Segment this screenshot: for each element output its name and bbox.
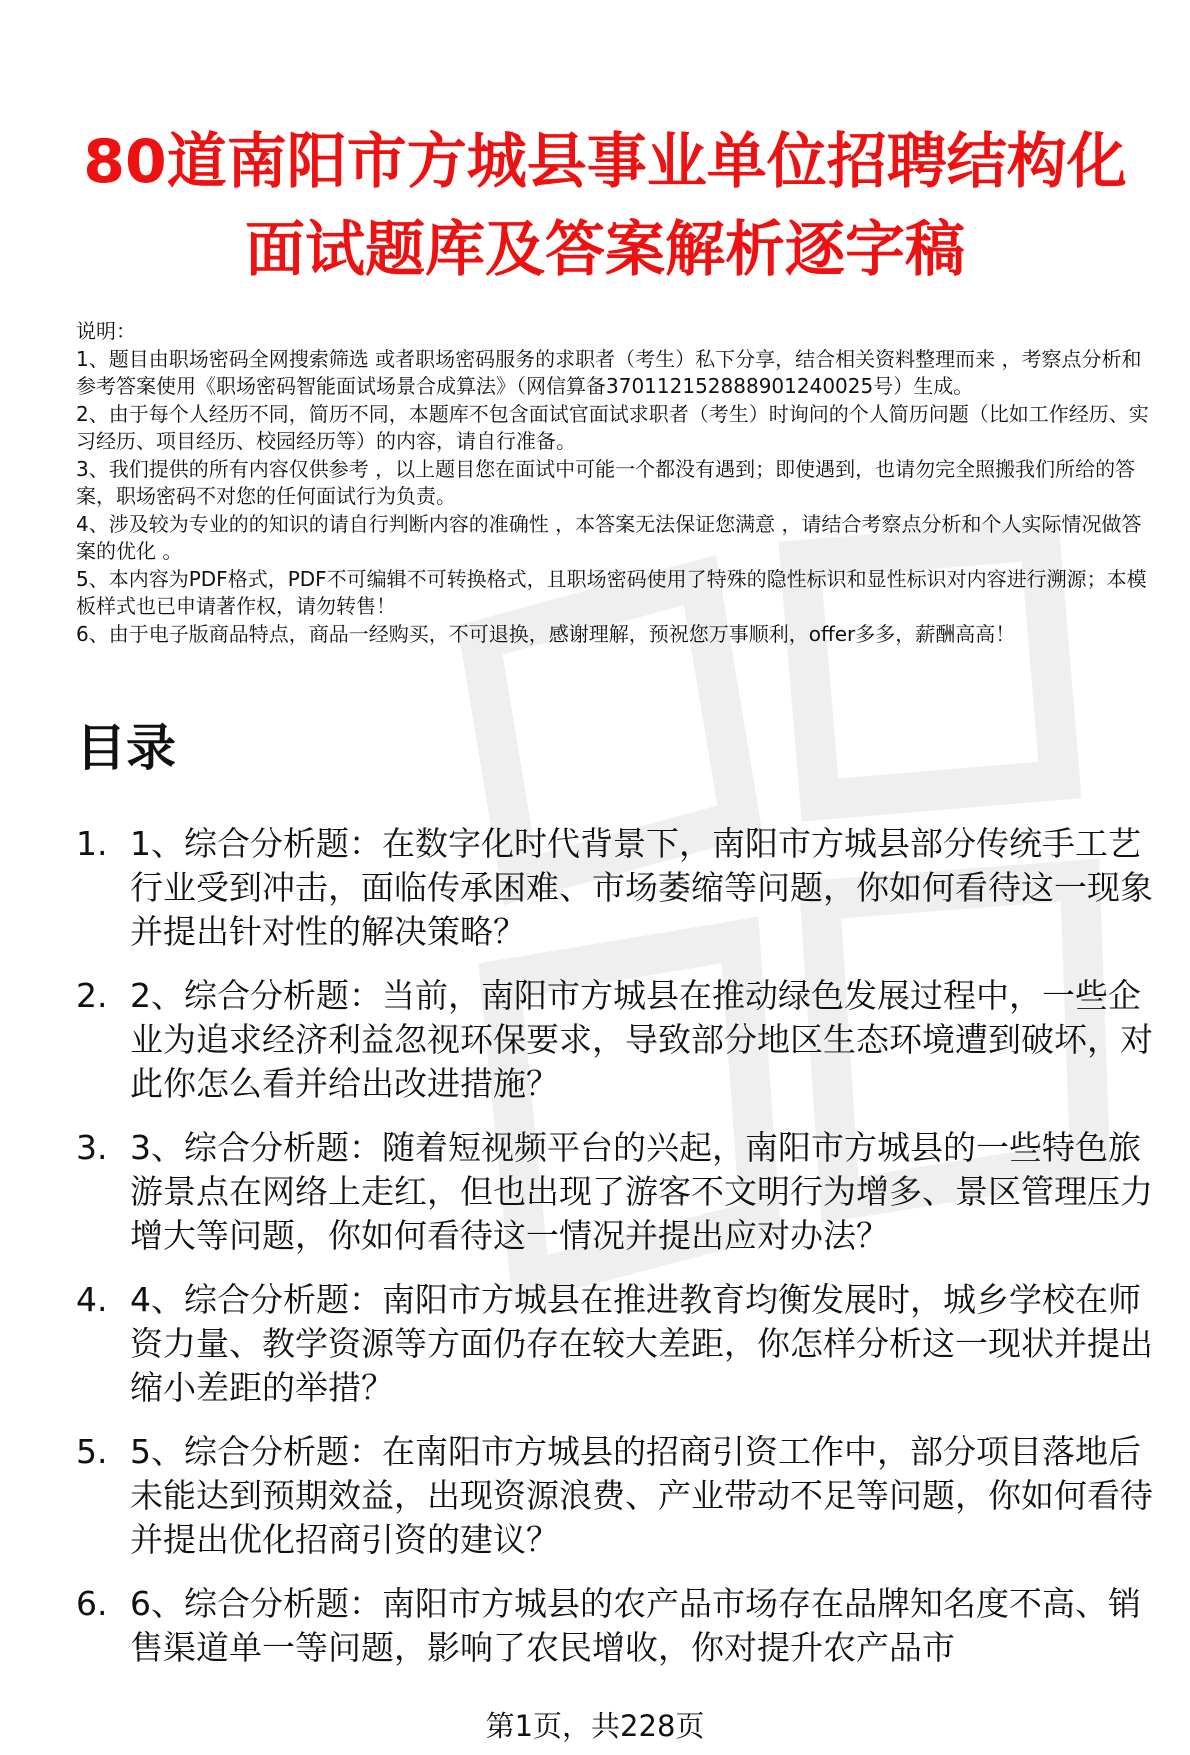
toc-item[interactable] (76, 1582, 1166, 1670)
toc-item[interactable] (76, 1278, 1166, 1410)
toc-item-number: 1. (76, 824, 108, 863)
notes-line: 4、涉及较为专业的的知识的请自行判断内容的准确性 ，本答案无法保证您满意 ，请结合考察点分析和个人实际情况做答案的优化 。 (76, 511, 1142, 563)
page-title: 80道南阳市方城县事业单位招聘结构化面试题库及答案解析逐字稿 (83, 127, 1127, 285)
notes-line: 1、题目由职场密码全网搜索筛选 或者职场密码服务的求职者（考生）私下分享，结合相关资料整理而来 ，考察点分析和参考答案使用《职场密码智能面试场景合成算法》（网信算备370112152888901240025号）生成。 (76, 346, 1142, 398)
toc-item-number: 2. (76, 976, 108, 1015)
toc-item-number: 4. (76, 1280, 108, 1319)
toc-item[interactable] (76, 1430, 1166, 1562)
toc-list (76, 822, 1166, 1690)
notes-section (76, 318, 1156, 648)
toc-item-text: 3、综合分析题：随着短视频平台的兴起，南阳市方城县的一些特色旅游景点在网络上走红，但也出现了游客不文明行为增多、景区管理压力增大等问题，你如何看待这一情况并提出应对办法？ (130, 1128, 1153, 1255)
toc-item[interactable] (76, 1126, 1166, 1258)
page-footer: 第1页，共228页 (485, 1709, 705, 1743)
notes-line: 5、本内容为PDF格式，PDF不可编辑不可转换格式，且职场密码使用了特殊的隐性标识和显性标识对内容进行溯源；本模板样式也已申请著作权，请勿转售！ (76, 566, 1147, 618)
notes-line: 3、我们提供的所有内容仅供参考 ，以上题目您在面试中可能一个都没有遇到；即使遇到，也请勿完全照搬我们所给的答案，职场密码不对您的任何面试行为负责。 (76, 456, 1136, 508)
toc-item[interactable] (76, 974, 1166, 1106)
notes-line: 2、由于每个人经历不同，简历不同，本题库不包含面试官面试求职者（考生）时询问的个人简历问题（比如工作经历、实习经历、项目经历、校园经历等）的内容，请自行准备。 (76, 401, 1149, 453)
toc-item-text: 1、综合分析题：在数字化时代背景下，南阳市方城县部分传统手工艺行业受到冲击，面临传承困难、市场萎缩等问题，你如何看待这一现象并提出针对性的解决策略？ (130, 824, 1153, 951)
toc-heading: 目录 (76, 719, 176, 777)
toc-item-number: 6. (76, 1584, 108, 1623)
toc-item-number: 3. (76, 1128, 108, 1167)
toc-item-text: 2、综合分析题：当前，南阳市方城县在推动绿色发展过程中，一些企业为追求经济利益忽视环保要求，导致部分地区生态环境遭到破坏，对此你怎么看并给出改进措施？ (130, 976, 1153, 1103)
notes-line: 6、由于电子版商品特点，商品一经购买，不可退换，感谢理解，预祝您万事顺利，offer多多，薪酬高高！ (76, 621, 1016, 646)
toc-item-text: 5、综合分析题：在南阳市方城县的招商引资工作中，部分项目落地后未能达到预期效益，出现资源浪费、产业带动不足等问题，你如何看待并提出优化招商引资的建议？ (130, 1432, 1153, 1559)
toc-item-number: 5. (76, 1432, 108, 1471)
toc-item-text: 4、综合分析题：南阳市方城县在推进教育均衡发展时，城乡学校在师资力量、教学资源等方面仍存在较大差距，你怎样分析这一现状并提出缩小差距的举措？ (130, 1280, 1153, 1407)
notes-line: 说明： (76, 319, 136, 343)
toc-item[interactable] (76, 822, 1166, 954)
toc-item-text: 6、综合分析题：南阳市方城县的农产品市场存在品牌知名度不高、销售渠道单一等问题，影响了农民增收，你对提升农产品市 (130, 1584, 1141, 1667)
